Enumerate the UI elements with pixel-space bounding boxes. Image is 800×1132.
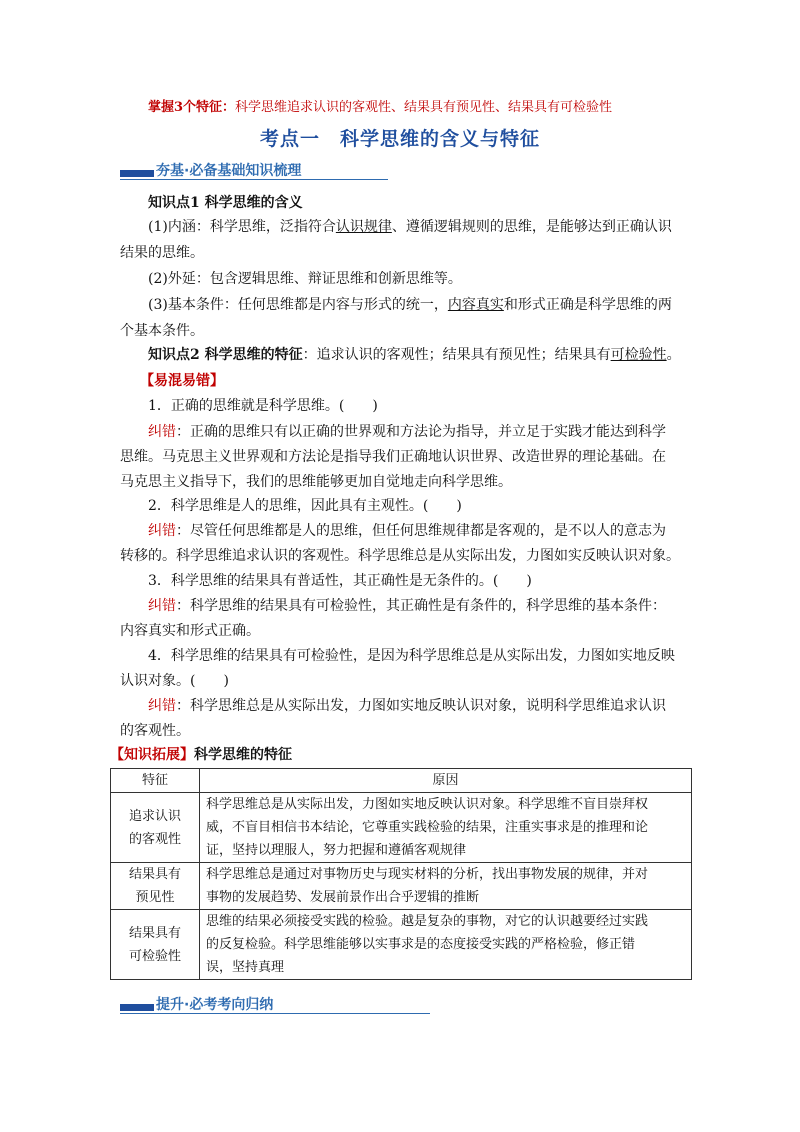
confusion-q3: 3．科学思维的结果具有普适性，其正确性是无条件的。( ) — [148, 573, 532, 589]
confusion-a2-line1 — [148, 522, 708, 540]
k2-underline: 可检验性 — [610, 347, 667, 363]
k1-p3-underline: 内容真实 — [447, 297, 504, 313]
table-row — [111, 910, 692, 980]
confusion-a2-line2: 转移的。科学思维追求认识的客观性。科学思维总是从实际出发，力图如实反映认识对象。 — [120, 548, 680, 564]
mastery-banner — [148, 96, 612, 115]
reason-cell — [200, 793, 692, 863]
mastery-label: 掌握3个特征： — [148, 100, 236, 115]
k1-p1-underline: 认识规律 — [335, 219, 392, 235]
confusion-q2: 2．科学思维是人的思维，因此具有主观性。( ) — [148, 498, 462, 514]
r-2-2: 事物的发展趋势、发展前景作出合乎逻辑的推断 — [206, 890, 480, 905]
banner-rule — [120, 1013, 430, 1014]
feature-cell — [111, 863, 200, 910]
k2-heading: 知识点2 科学思维的特征 — [148, 347, 303, 363]
k1-p2: (2)外延：包含逻辑思维、辩证思维和创新思维等。 — [148, 271, 462, 287]
f-3-2: 可检验性 — [128, 948, 181, 964]
k1-p1b: 、遵循逻辑规则的思维，是能够达到正确认识 — [391, 219, 672, 235]
correction-label: 纠错 — [148, 698, 176, 714]
r-1-3: 证，坚持以理服人，努力把握和遵循客观规律 — [206, 843, 467, 858]
a3-1: ：科学思维的结果具有可检验性，其正确性是有条件的，科学思维的基本条件： — [176, 598, 666, 614]
table-row — [111, 793, 692, 863]
feature-cell — [111, 910, 200, 980]
confusion-a1-line3: 马克思主义指导下，我们的思维能够更加自觉地走向科学思维。 — [120, 474, 512, 490]
table-header-row — [111, 769, 692, 793]
k1-p3 — [148, 296, 708, 314]
table-row — [111, 863, 692, 910]
correction-label: 纠错 — [148, 424, 176, 440]
table-header-feature: 特征 — [111, 769, 200, 793]
extension-title: 科学思维的特征 — [194, 747, 292, 763]
f-1-2: 的客观性 — [128, 831, 181, 847]
r-1-1: 科学思维总是从实际出发，力图如实地反映认识对象。科学思维不盲目崇拜权 — [206, 797, 649, 812]
confusion-a1-line1 — [148, 423, 708, 441]
f-1-1: 追求认识 — [128, 808, 181, 824]
section-banner-basics — [120, 160, 388, 180]
k1-p1a: (1)内涵：科学思维，泛指符合 — [148, 219, 336, 235]
extension-tag: 【知识拓展】 — [110, 747, 194, 763]
banner-bar-icon — [120, 1004, 154, 1011]
confusion-tag: 【易混易错】 — [140, 373, 224, 389]
mastery-text: 科学思维追求认识的客观性、结果具有预见性、结果具有可检验性 — [235, 100, 613, 115]
reason-cell — [200, 863, 692, 910]
confusion-a3-line1 — [148, 597, 708, 615]
r-3-3: 误，坚持真理 — [206, 960, 285, 975]
r-3-1: 思维的结果必须接受实践的检验。越是复杂的事物，对它的认识越要经过实践 — [206, 914, 649, 929]
extension-line — [110, 746, 670, 764]
a4-1: ：科学思维总是从实际出发，力图如实地反映认识对象，说明科学思维追求认识 — [176, 698, 666, 714]
features-table — [110, 768, 692, 980]
k1-p3c: 个基本条件。 — [120, 323, 204, 339]
section-banner-advance — [120, 994, 430, 1014]
k1-p1 — [148, 218, 708, 236]
f-2-2: 预见性 — [135, 890, 175, 905]
k2-end: 。 — [666, 347, 681, 363]
r-2-1: 科学思维总是通过对事物历史与现实材料的分析，找出事物发展的规律，并对 — [206, 867, 649, 882]
confusion-a3-line2: 内容真实和形式正确。 — [120, 623, 260, 639]
correction-label: 纠错 — [148, 523, 176, 539]
f-3-1: 结果具有 — [128, 925, 181, 941]
a2-1: ：尽管任何思维都是人的思维，但任何思维规律都是客观的，是不以人的意志为 — [176, 523, 666, 539]
confusion-a4-line2: 的客观性。 — [120, 723, 190, 739]
banner-title: 提升·必考考向归纳 — [156, 997, 274, 1013]
k1-p3b: 和形式正确是科学思维的两 — [503, 297, 672, 313]
k1-p3a: (3)基本条件：任何思维都是内容与形式的统一， — [148, 297, 448, 313]
confusion-a1-line2: 思维。马克思主义世界观和方法论是指导我们正确地认识世界、改造世界的理论基础。在 — [120, 449, 666, 465]
confusion-a4-line1 — [148, 697, 708, 715]
banner-rule — [120, 179, 388, 180]
table-header-reason: 原因 — [200, 769, 692, 793]
r-3-2: 的反复检验。科学思维能够以实事求是的态度接受实践的严格检验，修正错 — [206, 937, 636, 952]
a1-1: ：正确的思维只有以正确的世界观和方法论为指导，并立足于实践才能达到科学 — [176, 424, 666, 440]
k2-line — [148, 346, 708, 364]
correction-label: 纠错 — [148, 598, 176, 614]
k2-text: ：追求认识的客观性；结果具有预见性；结果具有 — [302, 347, 611, 363]
banner-title: 夯基·必备基础知识梳理 — [156, 163, 302, 179]
k1-heading: 知识点1 科学思维的含义 — [148, 195, 303, 211]
confusion-q4-line2: 认识对象。( ) — [120, 673, 229, 689]
k1-p1c: 结果的思维。 — [120, 245, 204, 261]
r-1-2: 威，不盲目相信书本结论，它尊重实践检验的结果，注重实事求是的推理和论 — [206, 820, 649, 835]
f-2-1: 结果具有 — [128, 867, 181, 882]
feature-cell — [111, 793, 200, 863]
banner-bar-icon — [120, 170, 154, 177]
confusion-q4-line1: 4．科学思维的结果具有可检验性，是因为科学思维总是从实际出发，力图如实地反映 — [148, 648, 675, 664]
confusion-q1: 1．正确的思维就是科学思维。( ) — [148, 398, 378, 414]
page-title: 考点一 科学思维的含义与特征 — [259, 128, 540, 150]
reason-cell — [200, 910, 692, 980]
